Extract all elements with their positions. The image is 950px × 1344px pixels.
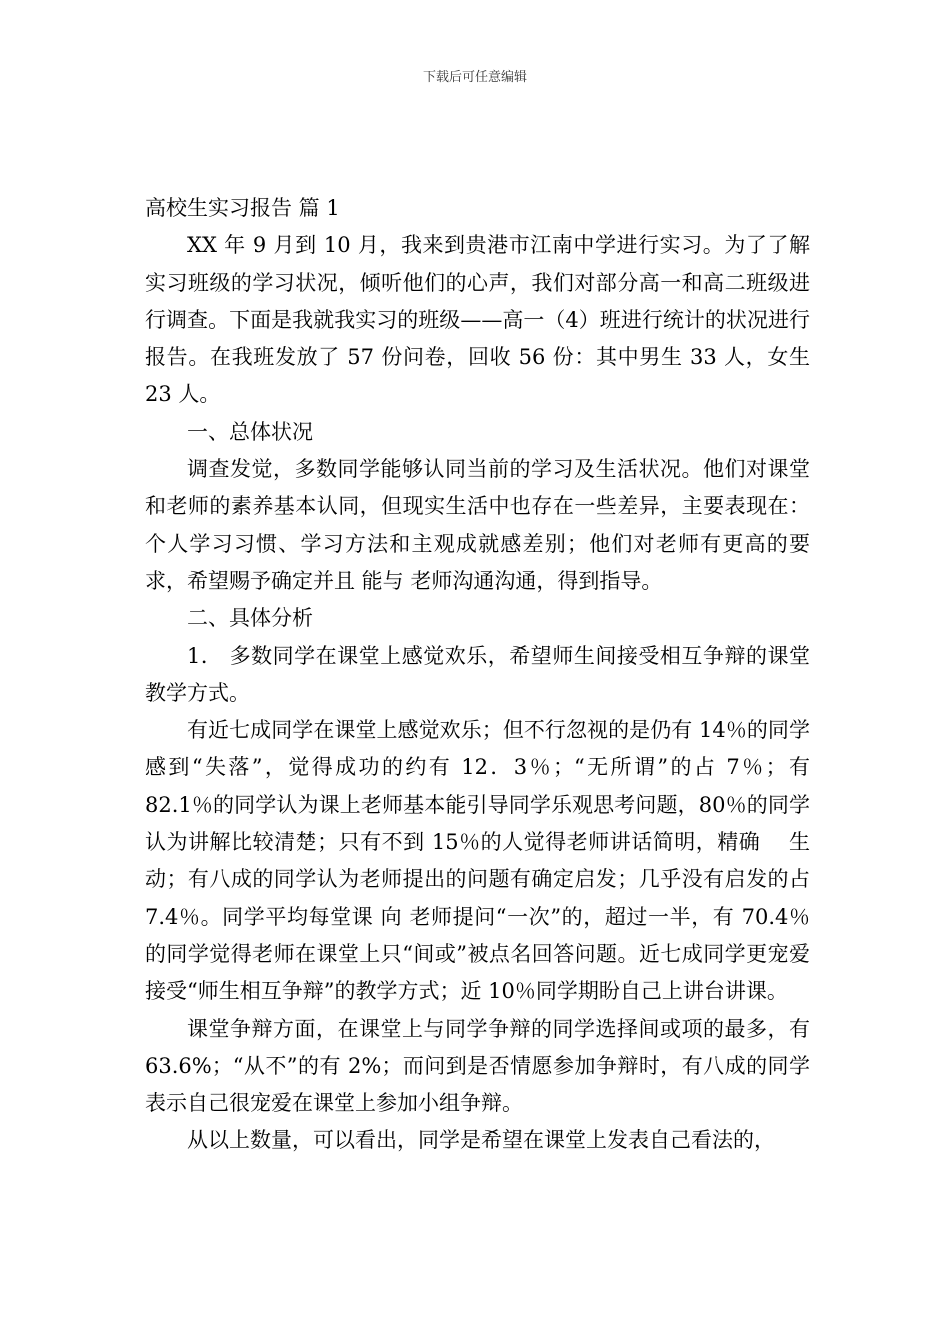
paragraph-intro: XX 年 9 月到 10 月，我来到贵港市江南中学进行实习。为了了解实习班级的学习状况，倾听他们的心声，我们对部分高一和高二班级进行调查。下面是我就我实习的班级——高一（4）班进行统计的状况进行报告。在我班发放了 57 份问卷，回收 56 份：其中男生 33 人，女生 23 人。 xyxy=(145,233,810,407)
paragraph-point-1: 1． 多数同学在课堂上感觉欢乐，希望师生间接受相互争辩的课堂教学方式。 xyxy=(145,643,810,705)
paragraph-conclusion: 从以上数量，可以看出，同学是希望在课堂上发表自己看法的， xyxy=(187,1128,775,1153)
document-title: 高校生实习报告 篇 1 xyxy=(145,196,340,220)
paragraph-statistics: 有近七成同学在课堂上感觉欢乐；但不行忽视的是仍有 14％的同学感到“失落”，觉得成功的约有 12．3％；“无所谓”的占 7％；有 82.1％的同学认为课上老师基本能引导同学乐观思考问题，80％的同学认为讲解比较清楚；只有不到 15％的人觉得老师讲话简明，精确 生动；有八成的同学认为老师提出的问题有确定启发；几乎没有启发的占 7.4％。同学平均每堂课 向 老师提问“一次”的，超过一半，有 70.4％的同学觉得老师在课堂上只“间或”被点名回答问题。近七成同学更宠爱接受“师生相互争辩”的教学方式；近 10％同学期盼自己上讲台讲课。 xyxy=(145,718,810,1004)
section-heading-overall: 一、总体状况 xyxy=(187,419,313,444)
paragraph-discussion: 课堂争辩方面，在课堂上与同学争辩的同学选择间或项的最多，有 63.6%；“从不”的有 2%；而问到是否情愿参加争辩时，有八成的同学表示自己很宠爱在课堂上参加小组争辩。 xyxy=(145,1016,810,1116)
section-heading-analysis: 二、具体分析 xyxy=(187,606,313,631)
paragraph-overall: 调查发觉，多数同学能够认同当前的学习及生活状况。他们对课堂和老师的素养基本认同，但现实生活中也存在一些差异，主要表现在：个人学习习惯、学习方法和主观成就感差别；他们对老师有更高的要求，希望赐予确定并且 能与 老师沟通沟通，得到指导。 xyxy=(145,457,810,593)
page-header-note: 下载后可任意编辑 xyxy=(422,70,527,85)
document-body xyxy=(145,190,810,1160)
